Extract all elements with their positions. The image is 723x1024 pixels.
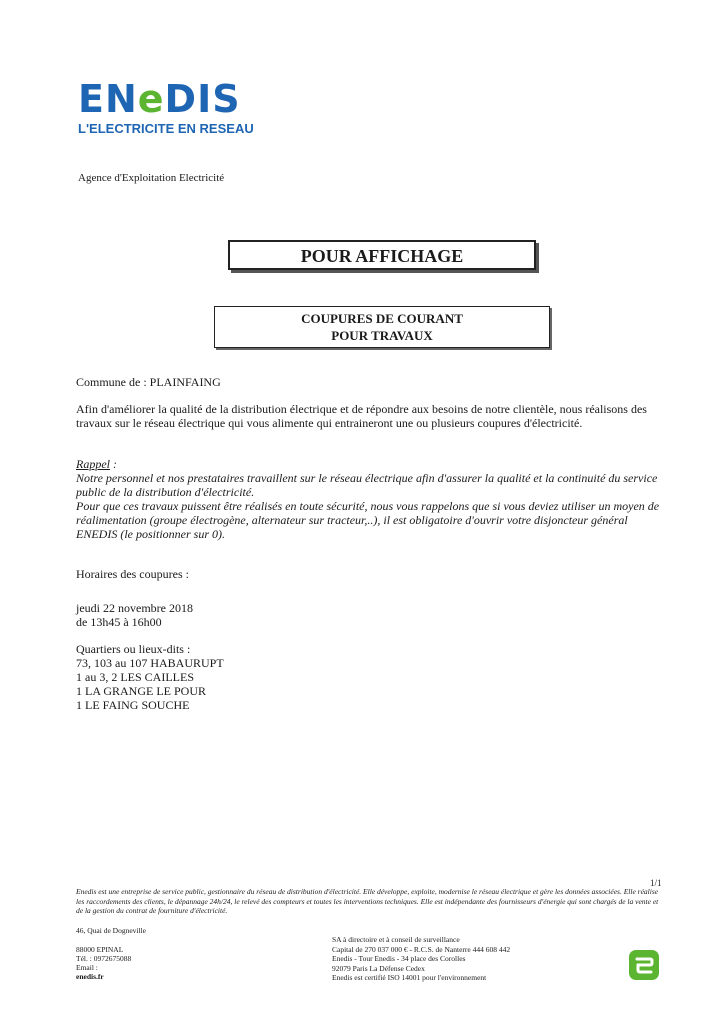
subhead-box bbox=[214, 306, 550, 348]
legal-notice: Enedis est une entreprise de service public, gestionnaire du réseau de distribution d'électricité. Elle développe, exploite, modernise le réseau électrique et gère les données associées. Elle réalise les raccordements des clients, le dépannage 24h/24, le relevé des compteurs et toutes les interventions techniques. Elle est indépendante des fournisseurs d'énergie qui sont chargés de la vente et de la gestion du contrat de fourniture d'électricité. bbox=[76, 887, 659, 915]
logo-tagline: L'ELECTRICITE EN RESEAU bbox=[78, 121, 254, 136]
rappel-block bbox=[76, 457, 666, 541]
quartiers bbox=[76, 642, 224, 712]
headline: POUR AFFICHAGE bbox=[300, 246, 464, 266]
list-item: 1 LA GRANGE LE POUR bbox=[76, 684, 207, 698]
corporate-info bbox=[332, 935, 510, 983]
quartiers-label: Quartiers ou lieux-dits : bbox=[76, 642, 191, 656]
enedis-e-icon bbox=[628, 949, 660, 981]
contact-email: Email : bbox=[76, 963, 98, 972]
contact-city: 88000 EPINAL bbox=[76, 945, 124, 954]
address: 46, Quai de Dogneville bbox=[76, 926, 146, 935]
corporate-line: Capital de 270 037 000 € - R.C.S. de Nanterre 444 608 442 bbox=[332, 944, 511, 954]
schedule-date: jeudi 22 novembre 2018 bbox=[76, 601, 193, 615]
rappel-suffix: : bbox=[110, 457, 117, 471]
headline-box bbox=[228, 240, 536, 270]
agency-name: Agence d'Exploitation Electricité bbox=[78, 172, 225, 184]
subhead-line1: COUPURES DE COURANT bbox=[301, 311, 463, 326]
intro-paragraph: Afin d'améliorer la qualité de la distribution électrique et de répondre aux besoins de notre clientèle, nous réalisons des travaux sur le réseau électrique qui vous alimente qui entraineront une ou plusieurs coupures d'électricité. bbox=[76, 402, 647, 430]
enedis-logo: ENeDIS bbox=[78, 77, 241, 121]
schedule-time: de 13h45 à 16h00 bbox=[76, 615, 162, 629]
list-item: 1 au 3, 2 LES CAILLES bbox=[76, 670, 194, 684]
rappel-paragraph-2: Pour que ces travaux puissent être réalisés en toute sécurité, nous vous rappelons que si vous deviez utiliser un moyen de réalimentation (groupe électrogène, alternateur sur tracteur,..), il est obligatoire d'ouvrir votre disjoncteur général ENEDIS (le positionner sur 0). bbox=[76, 499, 660, 541]
horaires-label: Horaires des coupures : bbox=[76, 567, 189, 581]
subhead-line2: POUR TRAVAUX bbox=[331, 328, 433, 343]
rappel-label: Rappel bbox=[76, 457, 110, 471]
list-item: 73, 103 au 107 HABAURUPT bbox=[76, 656, 224, 670]
contact-tel: Tél. : 0972675088 bbox=[76, 954, 132, 963]
contact-web: enedis.fr bbox=[76, 972, 104, 981]
corporate-line: SA à directoire et à conseil de surveillance bbox=[332, 935, 460, 944]
corporate-line: Enedis - Tour Enedis - 34 place des Corolles bbox=[332, 954, 466, 963]
corporate-line: 92079 Paris La Défense Cedex bbox=[332, 963, 425, 973]
corporate-line: Enedis est certifié ISO 14001 pour l'environnement bbox=[332, 973, 487, 982]
page-number: 1/1 bbox=[650, 878, 662, 888]
commune: Commune de : PLAINFAING bbox=[76, 375, 221, 389]
contact-block bbox=[76, 945, 131, 981]
rappel-paragraph-1: Notre personnel et nos prestataires travaillent sur le réseau électrique afin d'assurer la qualité et la continuité du service public de la distribution d'électricité. bbox=[76, 471, 658, 499]
schedule bbox=[76, 601, 193, 629]
list-item: 1 LE FAING SOUCHE bbox=[76, 698, 190, 712]
